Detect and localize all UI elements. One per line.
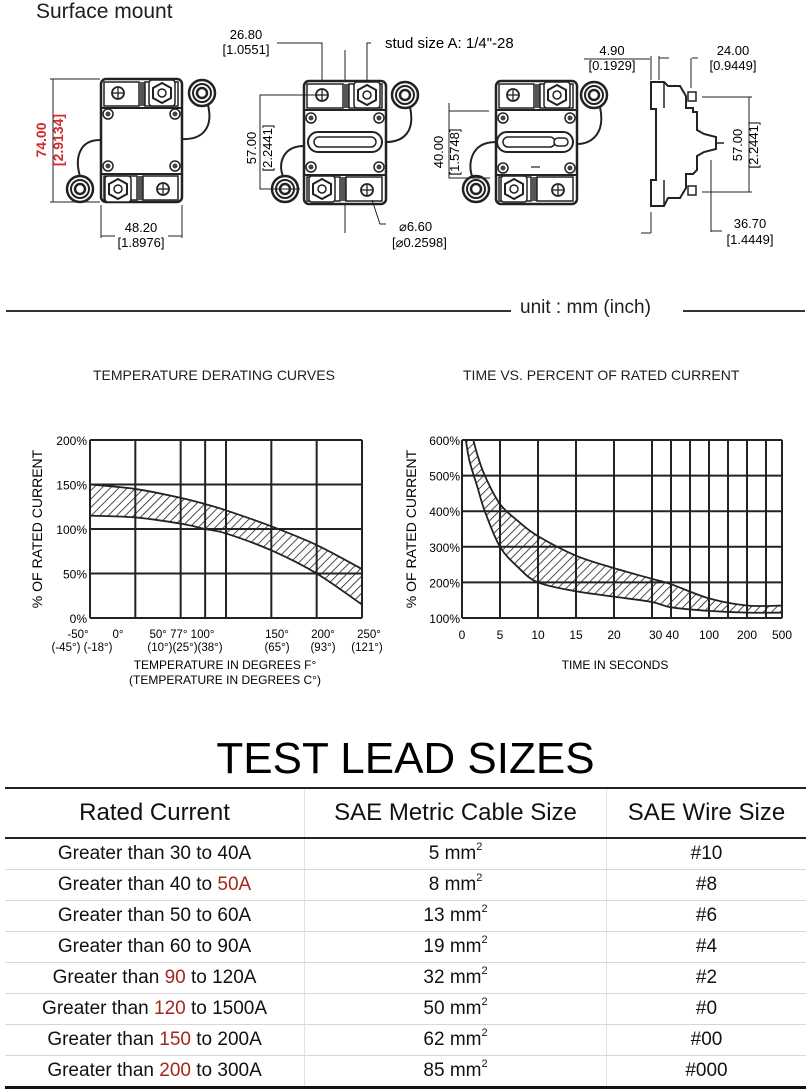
temperature-derating-chart: [20, 425, 395, 695]
x-tick-label: 30 40: [648, 628, 680, 642]
x-axis-label: TIME IN SECONDS: [561, 658, 669, 672]
x-tick-label: 200: [736, 628, 758, 642]
dim-40-in: [1.5748]: [447, 128, 462, 176]
rated-current-cell: [5, 870, 305, 901]
rated-current-text: Greater than: [47, 1060, 160, 1081]
x-tick-label-celsius: (93°): [310, 642, 336, 654]
time-vs-current-chart: [398, 425, 808, 685]
x-tick-label-celsius: (65°): [264, 642, 290, 654]
column-header-metric-cable: SAE Metric Cable Size: [305, 788, 607, 838]
wire-size-cell: #00: [606, 1025, 806, 1056]
x-tick-label-celsius: (121°): [351, 642, 383, 654]
table-row: [5, 932, 806, 963]
x-axis-label-celsius: (TEMPERATURE IN DEGREES C°): [129, 673, 321, 687]
dim-36-in: [1.4449]: [726, 232, 774, 247]
rated-current-text: to 200A: [190, 1029, 262, 1050]
front-view-1: [33, 79, 215, 250]
highlighted-value: 200: [159, 1060, 191, 1081]
wire-size-cell: #6: [606, 901, 806, 932]
squared-superscript: 2: [476, 872, 483, 884]
y-tick-label: 200%: [56, 434, 87, 448]
dim-48-mm: 48.20: [124, 220, 158, 235]
squared-superscript: 2: [481, 903, 488, 915]
rated-current-text: Greater than 40 to: [57, 874, 218, 895]
y-tick-label: 100%: [429, 612, 460, 626]
column-header-wire-size: SAE Wire Size: [606, 788, 806, 838]
wire-size-cell: #2: [606, 963, 806, 994]
dim-48-in: [1.8976]: [117, 235, 165, 250]
x-tick-label-celsius: (-45°) (-18°): [51, 642, 113, 654]
x-tick-label: 250°: [357, 629, 381, 641]
table-row: [5, 838, 806, 870]
rated-current-cell: [5, 838, 305, 870]
hole-dia-mm: ⌀6.60: [399, 219, 433, 234]
chart-title-derating: TEMPERATURE DERATING CURVES: [93, 367, 335, 383]
rated-current-text: to 300A: [190, 1060, 262, 1081]
metric-cable-cell: [305, 901, 607, 932]
x-axis-label: TEMPERATURE IN DEGREES F°: [133, 658, 317, 672]
dim-57-side-mm: 57.00: [730, 128, 745, 162]
rated-current-text: Greater than 60 to 90A: [57, 936, 252, 957]
dim-24-mm: 24.00: [716, 43, 750, 58]
unit-divider: [0, 296, 811, 324]
table-row: [5, 901, 806, 932]
rated-current-cell: [5, 963, 305, 994]
y-axis-label: % OF RATED CURRENT: [29, 449, 45, 609]
divider-line-right: [683, 310, 805, 312]
front-view-3: [431, 81, 607, 204]
x-tick-label: 10: [531, 628, 545, 642]
surface-mount-title: Surface mount: [36, 0, 173, 23]
table-row: [5, 994, 806, 1025]
x-tick-label: 50° 77° 100°: [149, 629, 215, 641]
rated-current-text: Greater than: [52, 967, 165, 988]
dim-24-in: [0.9449]: [709, 58, 757, 73]
x-tick-label: 150°: [265, 629, 289, 641]
squared-superscript: 2: [481, 1027, 488, 1039]
dim-40-mm: 40.00: [431, 135, 446, 169]
y-tick-label: 600%: [429, 434, 460, 448]
x-tick-label-celsius: (10°)(25°)(38°): [147, 642, 223, 654]
rated-current-cell: [5, 1056, 305, 1088]
stud-size-label: stud size A: 1/4"-28: [385, 35, 514, 52]
highlighted-value: 50A: [217, 874, 252, 895]
dim-74-in: [2.9134]: [50, 113, 66, 167]
x-tick-label: 5: [496, 628, 504, 642]
dim-4.9-in: [0.1929]: [588, 58, 636, 73]
metric-cable-cell: [305, 932, 607, 963]
dim-4.9-mm: 4.90: [599, 43, 625, 58]
table-row: [5, 1056, 806, 1088]
rated-current-text: Greater than: [47, 1029, 160, 1050]
wire-size-cell: #10: [606, 838, 806, 870]
chart-title-time: TIME VS. PERCENT OF RATED CURRENT: [463, 367, 740, 383]
highlighted-value: 150: [159, 1029, 191, 1050]
test-lead-sizes-title: TEST LEAD SIZES: [216, 734, 595, 783]
mechanical-drawings: [0, 0, 811, 290]
trip-band: [466, 440, 782, 613]
front-view-2: [223, 27, 514, 250]
metric-cable-cell: [305, 1025, 607, 1056]
rated-current-text: Greater than 30 to: [57, 843, 218, 864]
squared-superscript: 2: [481, 965, 488, 977]
y-tick-label: 0%: [69, 612, 87, 626]
y-axis-label: % OF RATED CURRENT: [403, 449, 419, 609]
rated-current-cell: [5, 901, 305, 932]
cable-size-text: 32 mm: [423, 967, 482, 988]
rated-current-text: 40A: [217, 843, 252, 864]
squared-superscript: 2: [476, 841, 483, 853]
cable-size-text: 85 mm: [423, 1060, 482, 1081]
metric-cable-cell: [305, 994, 607, 1025]
unit-label: unit : mm (inch): [520, 297, 651, 318]
x-tick-label: 0°: [112, 629, 124, 641]
squared-superscript: 2: [481, 1058, 488, 1070]
x-tick-label: 20: [607, 628, 621, 642]
rated-current-text: to 1500A: [185, 998, 268, 1019]
dim-26-mm: 26.80: [229, 27, 263, 42]
dim-57-mm: 57.00: [244, 131, 259, 165]
y-tick-label: 400%: [429, 505, 460, 520]
squared-superscript: 2: [481, 934, 488, 946]
cable-size-text: 62 mm: [423, 1029, 482, 1050]
table-row: [5, 1025, 806, 1056]
highlighted-value: 120: [154, 998, 186, 1019]
wire-size-cell: #4: [606, 932, 806, 963]
y-tick-label: 300%: [429, 540, 460, 555]
cable-size-text: 5 mm: [428, 843, 477, 864]
rated-current-text: Greater than 50 to 60A: [57, 905, 252, 926]
metric-cable-cell: [305, 963, 607, 994]
cable-size-text: 13 mm: [423, 905, 482, 926]
squared-superscript: 2: [481, 996, 488, 1008]
wire-size-cell: #000: [606, 1056, 806, 1088]
y-tick-label: 200%: [429, 576, 460, 591]
wire-size-cell: #8: [606, 870, 806, 901]
cable-size-text: 50 mm: [423, 998, 482, 1019]
dim-26-in: [1.0551]: [222, 42, 270, 57]
x-tick-label: 15: [569, 628, 583, 642]
x-tick-label: 0: [458, 628, 466, 642]
rated-current-cell: [5, 932, 305, 963]
rated-current-cell: [5, 994, 305, 1025]
dim-57-in: [2.2441]: [260, 124, 275, 172]
y-tick-label: 150%: [56, 478, 87, 493]
table-header-row: [5, 788, 806, 838]
metric-cable-cell: [305, 1056, 607, 1088]
rated-current-text: to 120A: [185, 967, 257, 988]
wire-size-cell: #0: [606, 994, 806, 1025]
test-lead-sizes-table: [5, 787, 806, 1089]
x-tick-label: 500: [771, 628, 793, 642]
column-header-rated-current: Rated Current: [5, 788, 305, 838]
cable-size-text: 19 mm: [423, 936, 482, 957]
highlighted-value: 90: [164, 967, 186, 988]
table-row: [5, 963, 806, 994]
x-tick-label: -50°: [67, 629, 89, 641]
side-view: [584, 43, 774, 247]
y-tick-label: 50%: [62, 567, 87, 582]
metric-cable-cell: [305, 870, 607, 901]
dim-57-side-in: [2.2441]: [746, 121, 761, 169]
dim-36-mm: 36.70: [733, 216, 767, 231]
x-tick-label: 200°: [311, 629, 335, 641]
rated-current-cell: [5, 1025, 305, 1056]
y-tick-label: 100%: [56, 523, 87, 537]
dim-74-mm: 74.00: [33, 122, 49, 158]
table-row: [5, 870, 806, 901]
x-tick-label: 100: [698, 628, 720, 642]
divider-line-left: [6, 310, 511, 312]
cable-size-text: 8 mm: [428, 874, 477, 895]
metric-cable-cell: [305, 838, 607, 870]
rated-current-text: Greater than: [42, 998, 154, 1019]
hole-dia-in: [⌀0.2598]: [392, 235, 447, 250]
y-tick-label: 500%: [429, 469, 460, 484]
